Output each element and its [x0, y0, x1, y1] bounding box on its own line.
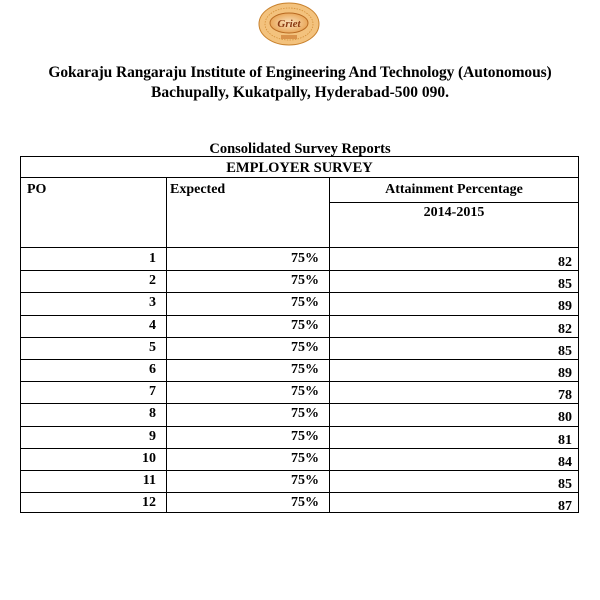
po-cell: 4 — [149, 317, 156, 333]
attainment-cell: 82 — [558, 255, 572, 270]
row-rule — [21, 448, 578, 449]
column-header-year: 2014-2015 — [423, 205, 485, 220]
po-cell: 3 — [149, 295, 156, 311]
po-cell: 10 — [142, 450, 156, 466]
table-row — [21, 315, 578, 337]
table-row — [21, 270, 578, 292]
po-cell: 5 — [149, 339, 156, 355]
row-rule — [21, 337, 578, 338]
row-rule — [21, 381, 578, 382]
row-rule — [21, 426, 578, 427]
college-seal-icon — [257, 2, 321, 46]
expected-cell: 75% — [291, 273, 319, 289]
column-header-po: PO — [27, 182, 47, 197]
expected-cell: 75% — [291, 495, 319, 511]
row-rule — [21, 403, 578, 404]
institute-name: Gokaraju Rangaraju Institute of Engineering And Technology (Autonomous) — [48, 64, 552, 81]
expected-cell: 75% — [291, 450, 319, 466]
table-row — [21, 426, 578, 448]
table-row — [21, 292, 578, 314]
row-rule — [21, 470, 578, 471]
table-row — [21, 448, 578, 470]
survey-title: EMPLOYER SURVEY — [226, 160, 373, 176]
po-cell: 9 — [149, 428, 156, 444]
attainment-cell: 82 — [558, 321, 572, 337]
expected-cell: 75% — [291, 339, 319, 355]
po-cell: 11 — [142, 473, 156, 488]
row-rule — [21, 492, 578, 493]
expected-cell: 75% — [291, 362, 319, 377]
table-row — [21, 470, 578, 492]
column-header-attainment: Attainment Percentage — [385, 182, 523, 197]
row-rule — [21, 359, 578, 360]
attainment-cell: 85 — [558, 343, 572, 359]
expected-cell: 75% — [291, 317, 319, 333]
attainment-cell: 78 — [558, 388, 572, 404]
row-rule — [21, 292, 578, 293]
po-cell: 6 — [149, 362, 156, 377]
rule-below-attainment-header — [330, 202, 578, 203]
expected-cell: 75% — [291, 295, 319, 311]
table-row — [21, 248, 578, 270]
report-title: Consolidated Survey Reports — [209, 141, 391, 157]
attainment-cell: 89 — [558, 299, 572, 315]
po-cell: 7 — [149, 384, 156, 400]
po-cell: 1 — [149, 251, 156, 266]
logo-lettering: Griet — [277, 18, 301, 30]
institute-address: Bachupally, Kukatpally, Hyderabad-500 090. — [150, 84, 449, 101]
po-cell: 8 — [149, 406, 156, 422]
attainment-cell: 81 — [558, 432, 572, 448]
po-cell: 12 — [142, 495, 156, 511]
expected-cell: 75% — [291, 473, 319, 488]
rule-below-survey-title — [21, 177, 578, 178]
table-row — [21, 337, 578, 359]
row-rule — [21, 270, 578, 271]
row-rule — [21, 315, 578, 316]
attainment-cell: 85 — [558, 477, 572, 492]
attainment-cell: 89 — [558, 366, 572, 381]
table-row — [21, 403, 578, 425]
attainment-cell: 80 — [558, 410, 572, 426]
expected-cell: 75% — [291, 384, 319, 400]
expected-cell: 75% — [291, 251, 319, 266]
table-row — [21, 381, 578, 403]
survey-table — [20, 156, 579, 513]
expected-cell: 75% — [291, 428, 319, 444]
expected-cell: 75% — [291, 406, 319, 422]
column-header-expected: Expected — [170, 182, 226, 197]
attainment-cell: 84 — [558, 454, 572, 470]
po-cell: 2 — [149, 273, 156, 289]
table-row — [21, 359, 578, 381]
attainment-cell: 87 — [558, 499, 572, 515]
attainment-cell: 85 — [558, 277, 572, 293]
table-row — [21, 492, 578, 514]
